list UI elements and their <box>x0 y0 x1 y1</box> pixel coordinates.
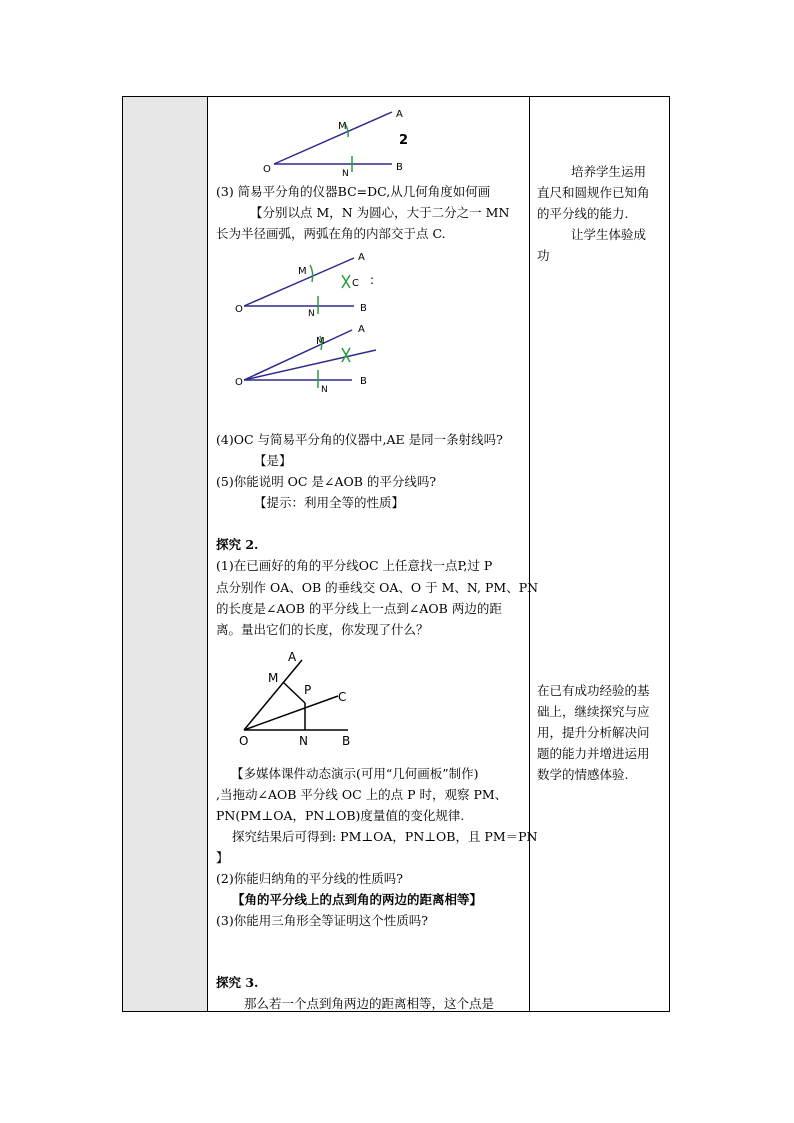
question-4: (4)OC 与简易平分角的仪器中,AE 是同一条射线吗? <box>216 432 503 447</box>
side-mark: 2 <box>399 133 409 148</box>
question-2: (2)你能归纳角的平分线的性质吗? <box>216 871 403 886</box>
label-P: P <box>304 683 312 697</box>
label-A: A <box>288 650 297 664</box>
label-A: A <box>396 109 403 120</box>
figure-angle-arcs <box>262 104 412 180</box>
note-1-line5: 功 <box>537 248 550 263</box>
label-N: N <box>342 169 349 179</box>
explore-2-line3: 的长度是∠AOB 的平分线上一点到∠AOB 两边的距 <box>216 601 502 616</box>
label-B: B <box>360 303 367 314</box>
note-2-line3: 用，提升分析解决问 <box>537 725 650 740</box>
note-1-line2: 直尺和圆规作已知角 <box>537 185 650 200</box>
left-column <box>123 97 208 1011</box>
note-2-line2: 础上，继续探究与应 <box>537 704 650 719</box>
explore-result: 探究结果后可得到: PM⊥OA，PN⊥OB，且 PM＝PN <box>232 829 538 844</box>
demo-line1: 【多媒体课件动态演示(可用“几何画板”制作) <box>231 766 479 781</box>
answer-5: 【提示：利用全等的性质】 <box>254 495 405 510</box>
answer-2: 【角的平分线上的点到角的两边的距离相等】 <box>232 892 483 907</box>
figure-arcs-intersect <box>232 248 382 318</box>
side-mark: : <box>370 273 375 287</box>
label-N: N <box>321 385 328 395</box>
demo-line3: PN(PM⊥OA，PN⊥OB)度量值的变化规律. <box>216 808 465 823</box>
label-N: N <box>308 309 315 318</box>
label-A: A <box>358 324 365 335</box>
demo-line2: ,当拖动∠AOB 平分线 OC 上的点 P 时，观察 PM、 <box>216 787 508 802</box>
label-M: M <box>316 336 325 347</box>
answer-3-line2: 长为半径画弧，两弧在角的内部交于点 C. <box>216 226 446 241</box>
note-2-line5: 数学的情感体验. <box>537 767 629 782</box>
label-B: B <box>396 162 403 173</box>
explore-2-line4: 离。量出它们的长度，你发现了什么？ <box>216 622 429 637</box>
label-B: B <box>360 376 367 387</box>
question-5: (5)你能说明 OC 是∠AOB 的平分线吗? <box>216 474 437 489</box>
label-O: O <box>235 304 243 315</box>
question-3: (3) 简易平分角的仪器BC=DC,从几何角度如何画 <box>216 184 491 199</box>
label-M: M <box>268 671 279 685</box>
note-1-line3: 的平分线的能力. <box>537 206 629 221</box>
note-1-line1: 培养学生运用 <box>571 164 647 179</box>
figure-bisector-ray <box>232 320 382 396</box>
label-O: O <box>239 734 249 746</box>
label-O: O <box>235 377 243 388</box>
question-3b: (3)你能用三角形全等证明这个性质吗? <box>216 913 428 928</box>
label-M: M <box>338 121 347 132</box>
explore-2-heading: 探究 2. <box>216 537 259 552</box>
note-2-line1: 在已有成功经验的基 <box>537 683 650 698</box>
label-C: C <box>352 278 359 289</box>
label-O: O <box>263 164 271 175</box>
label-C: C <box>338 690 347 704</box>
label-N: N <box>299 734 308 746</box>
result-close-bracket: 】 <box>216 850 229 865</box>
explore-2-line2: 点分别作 OA、OB 的垂线交 OA、O 于 M、N, PM、PN <box>216 580 539 595</box>
answer-3-line1: 【分别以点 M，N 为圆心，大于二分之一 MN <box>250 205 510 220</box>
label-M: M <box>298 266 307 277</box>
note-2-line4: 题的能力并增进运用 <box>537 746 650 761</box>
explore-3-line1: 那么若一个点到角两边的距离相等，这个点是 <box>244 996 495 1011</box>
explore-3-heading: 探究 3. <box>216 975 259 990</box>
answer-4: 【是】 <box>254 453 292 468</box>
note-1-line4: 让学生体验成 <box>571 227 647 242</box>
figure-distance-to-sides <box>234 648 360 746</box>
explore-2-line1: (1)在已画好的角的平分线OC 上任意找一点P,过 P <box>216 558 493 573</box>
label-B: B <box>342 734 351 746</box>
label-A: A <box>358 252 365 263</box>
